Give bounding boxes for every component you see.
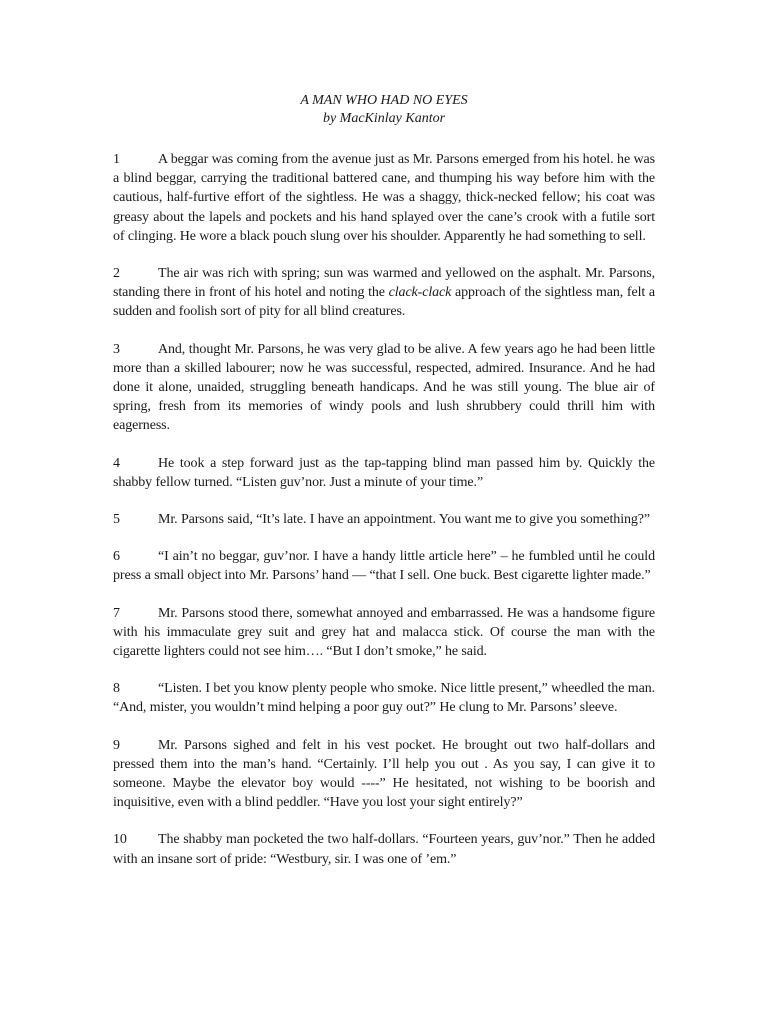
paragraph-10 bbox=[113, 830, 655, 868]
paragraph-number: 2 bbox=[113, 266, 120, 282]
paragraph-text: “Listen. I bet you know plenty people who smoke. Nice little present,” wheedled the man. “And, mister, you wouldn’t mind helping a poor guy out?” He clung to Mr. Parsons’ sleeve. bbox=[113, 681, 655, 716]
paragraph-8 bbox=[113, 679, 655, 717]
paragraph-number: 6 bbox=[113, 549, 120, 565]
paragraph-5 bbox=[113, 510, 655, 529]
paragraph-text: Mr. Parsons stood there, somewhat annoyed and embarrassed. He was a handsome figure with his immaculate grey suit and grey hat and malacca stick. Of course the man with the cigarette lighters could not see him…. “But I don’t smoke,” he said. bbox=[113, 605, 655, 660]
paragraph-text: The shabby man pocketed the two half-dollars. “Fourteen years, guv’nor.” Then he added with an insane sort of pride: “Westbury, sir. I was one of ’em.” bbox=[113, 832, 655, 867]
title-block bbox=[113, 92, 655, 128]
paragraph-number: 10 bbox=[113, 832, 127, 848]
paragraph-7 bbox=[113, 604, 655, 662]
paragraph-9 bbox=[113, 736, 655, 813]
paragraph-text: Mr. Parsons said, “It’s late. I have an appointment. You want me to give you something?” bbox=[158, 512, 651, 528]
paragraph-4 bbox=[113, 454, 655, 492]
paragraph-number: 5 bbox=[113, 512, 120, 528]
paragraph-6 bbox=[113, 547, 655, 585]
paragraph-text: A beggar was coming from the avenue just as Mr. Parsons emerged from his hotel. he was a blind beggar, carrying the traditional battered cane, and thumping his way before him with the cautious, half-furtive effort of the sightless. He was a shaggy, thick-necked fellow; his coat was greasy about the lapels and pockets and his hand splayed over the cane’s crook with a futile sort of clinging. He wore a black pouch slung over his shoulder. Apparently he had something to sell. bbox=[113, 152, 655, 244]
paragraph-text-before: The air was rich with spring; sun was warmed and yellowed on the asphalt. Mr. Parsons, standing there in front of his hotel and noting the bbox=[113, 266, 655, 301]
document-title: A MAN WHO HAD NO EYES bbox=[300, 93, 468, 108]
paragraph-number: 8 bbox=[113, 681, 120, 697]
paragraph-number: 1 bbox=[113, 152, 120, 167]
paragraph-text: He took a step forward just as the tap-tapping blind man passed him by. Quickly the shabby fellow turned. “Listen guv’nor. Just a minute of your time.” bbox=[113, 455, 655, 490]
paragraph-text-after: approach of the sightless man, felt a sudden and foolish sort of pity for all blind creatures. bbox=[113, 285, 655, 320]
paragraph-text: “I ain’t no beggar, guv’nor. I have a handy little article here” – he fumbled until he could press a small object into Mr. Parsons’ hand — “that I sell. One buck. Best cigarette lighter made.” bbox=[113, 549, 655, 584]
document-page bbox=[113, 92, 655, 887]
paragraph-number: 3 bbox=[113, 341, 120, 357]
paragraph-2 bbox=[113, 264, 655, 322]
paragraph-number: 4 bbox=[113, 455, 120, 471]
paragraph-text-italic: clack-clack bbox=[388, 285, 452, 301]
paragraph-1 bbox=[113, 150, 655, 246]
paragraph-3 bbox=[113, 340, 655, 436]
paragraph-number: 9 bbox=[113, 737, 120, 753]
paragraph-text: Mr. Parsons sighed and felt in his vest pocket. He brought out two half-dollars and pressed them into the man’s hand. “Certainly. I’ll help you out . As you say, I can give it to someone. Maybe the elevator boy would ----” He hesitated, not wishing to be boorish and inquisitive, even with a blind peddler. “Have you lost your sight entirely?” bbox=[113, 737, 655, 811]
document-byline: by MacKinlay Kantor bbox=[322, 111, 446, 126]
paragraph-text: And, thought Mr. Parsons, he was very glad to be alive. A few years ago he had been little more than a skilled labourer; now he was successful, respected, admired. Insurance. And he had done it alone, unaided, struggling beneath handicaps. And he was still young. The blue air of spring, fresh from its memories of windy pools and lush shrubbery could thrill him with eagerness. bbox=[113, 341, 655, 434]
paragraph-number: 7 bbox=[113, 605, 120, 621]
